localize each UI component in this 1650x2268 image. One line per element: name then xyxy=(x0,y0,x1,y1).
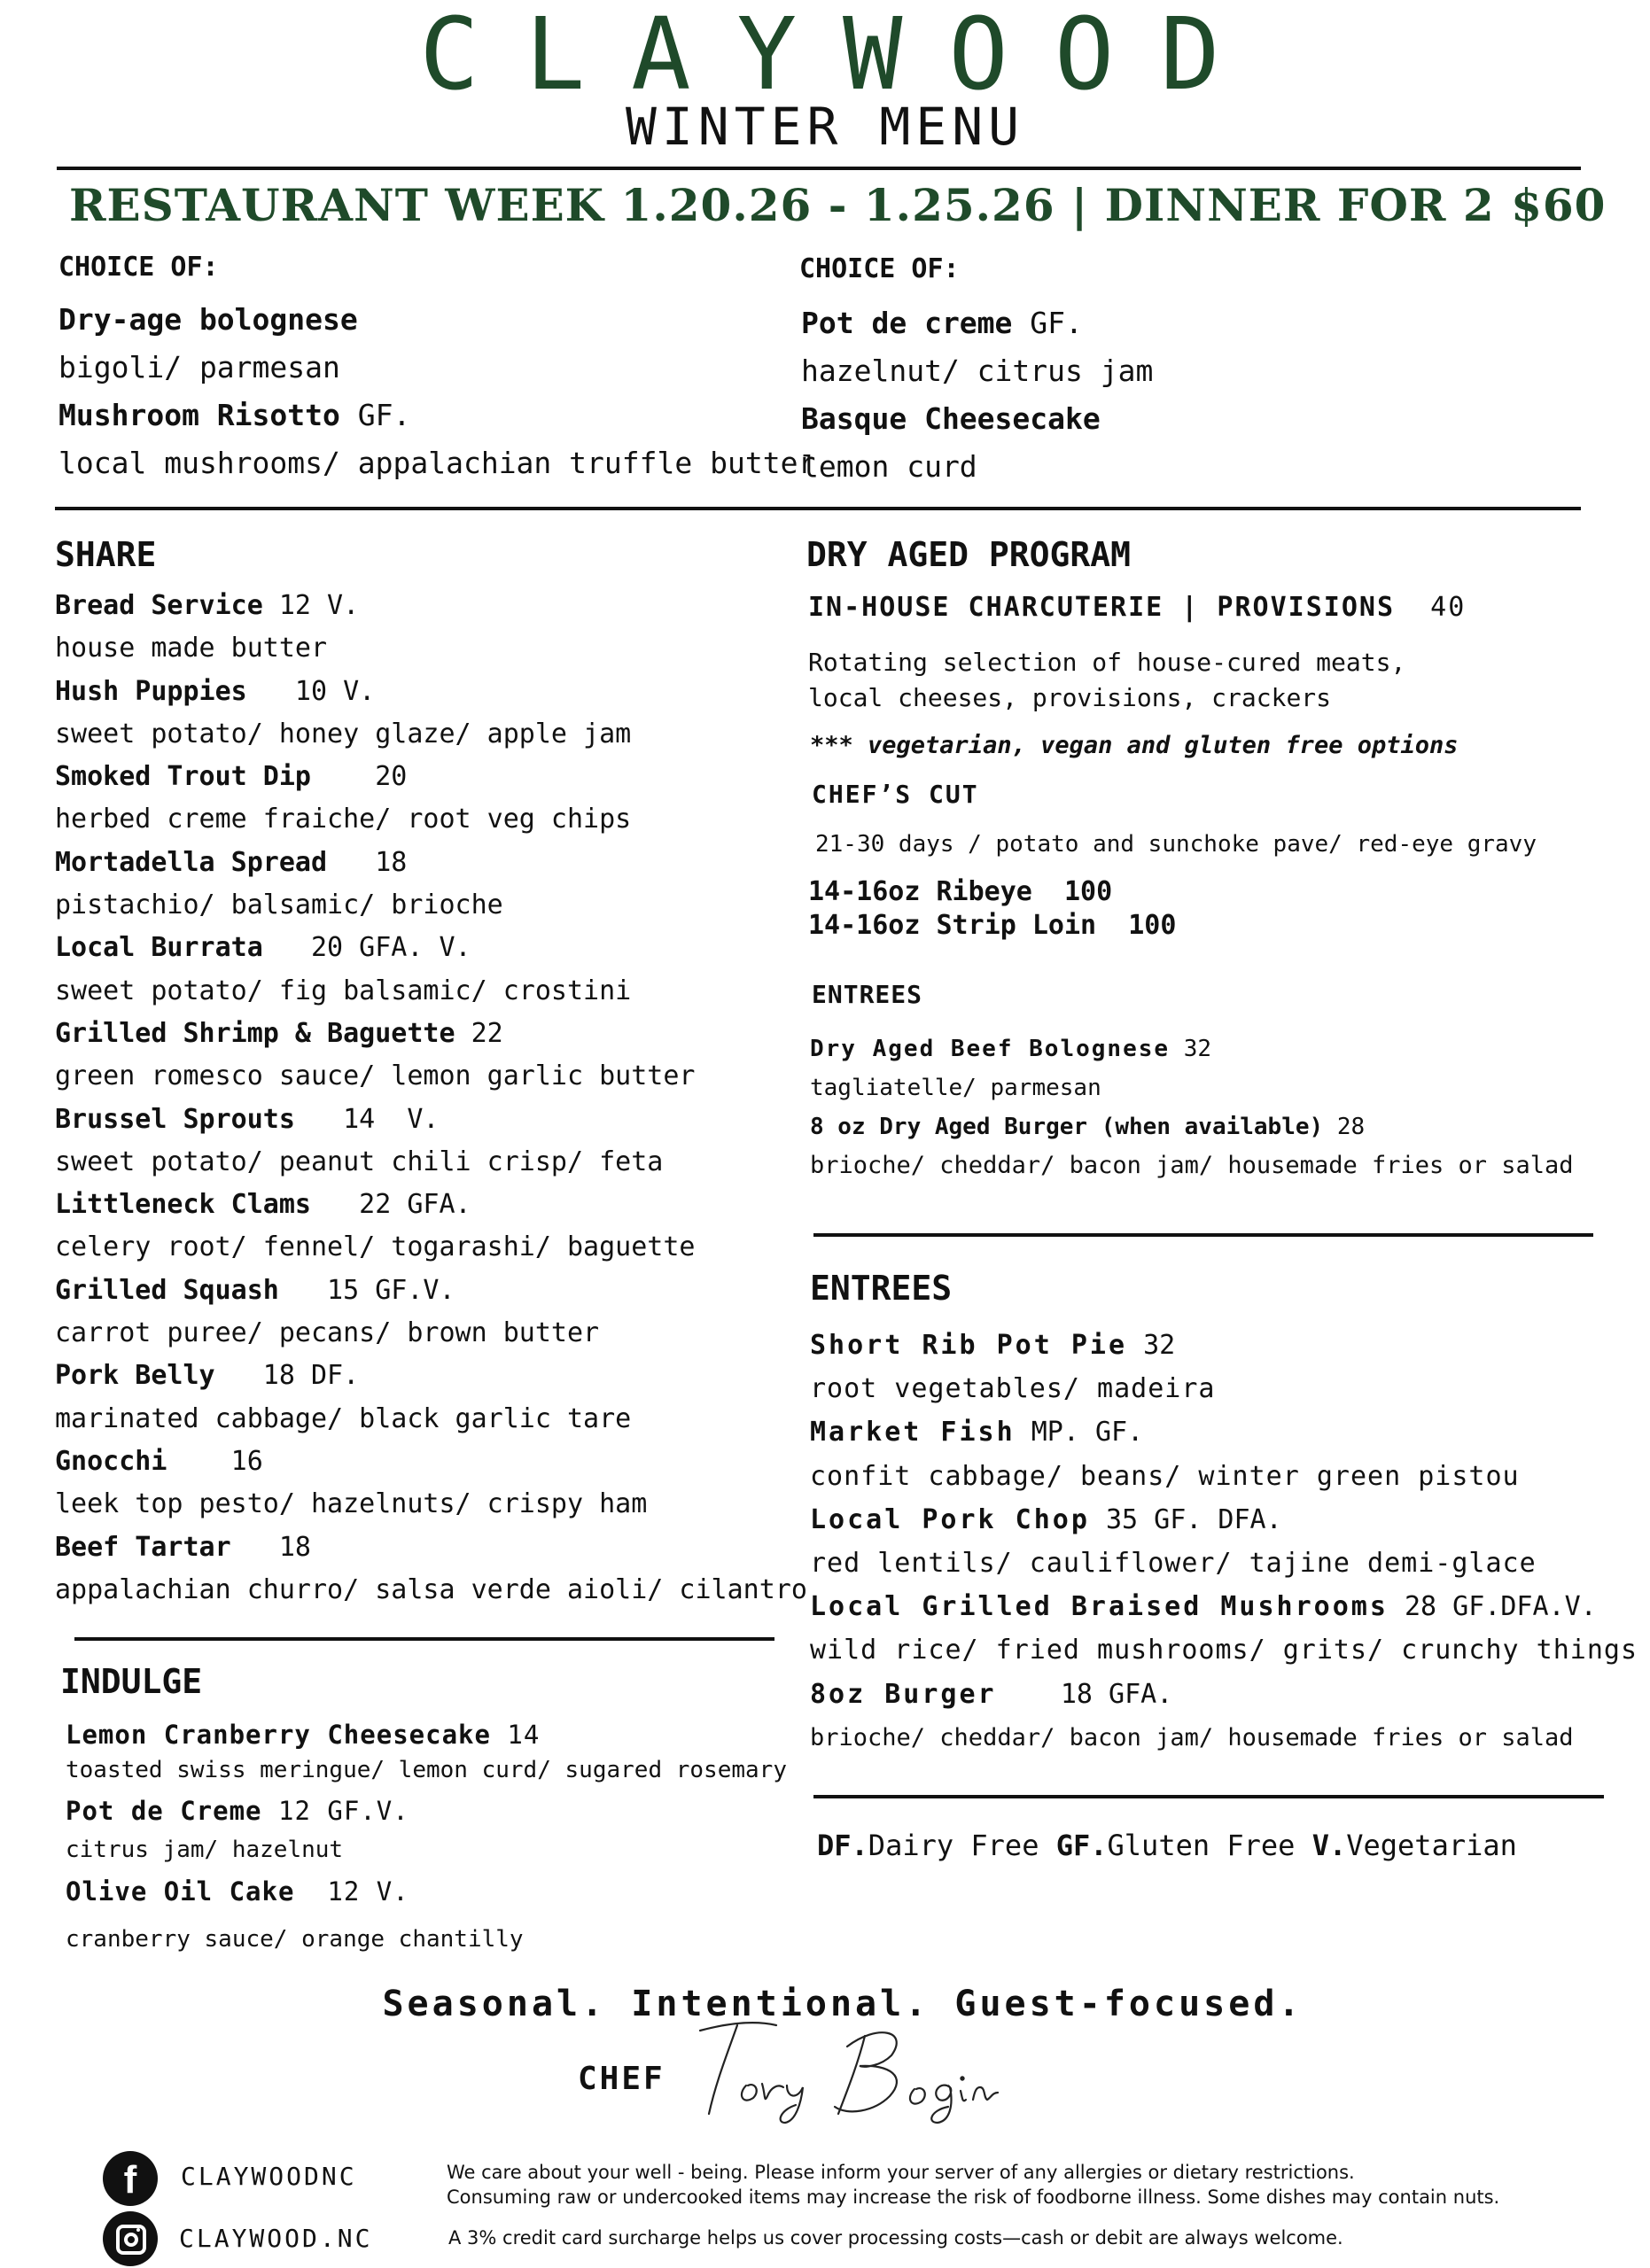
menu-item-desc: red lentils/ cauliflower/ tajine demi-glace xyxy=(810,1548,1537,1580)
allergy-notice: We care about your well - being. Please inform your server of any allergies or dietary restrictions. xyxy=(447,2162,1355,2183)
menu-item-price: MP. GF. xyxy=(1031,1417,1144,1449)
menu-item-price: 32 xyxy=(1183,1036,1211,1062)
legend-label: Dairy Free xyxy=(868,1829,1039,1862)
menu-item-name: Hush Puppies xyxy=(55,675,247,707)
menu-item-price: 28 xyxy=(1336,1114,1366,1140)
divider xyxy=(57,167,1581,170)
menu-item-name: Dry Aged Beef Bolognese xyxy=(810,1036,1171,1062)
legend-label: Vegetarian xyxy=(1346,1829,1517,1862)
menu-item-price: 18 DF. xyxy=(230,1360,360,1392)
menu-item-price: 14 xyxy=(507,1720,541,1750)
menu-item-desc: appalachian churro/ salsa verde aioli/ cilantro xyxy=(55,1573,807,1605)
cut-price: 100 xyxy=(1128,910,1177,941)
choice-item-name: Pot de creme xyxy=(801,306,1013,340)
signature-graphic xyxy=(691,2011,1081,2126)
menu-item-price: 20 xyxy=(327,761,408,793)
divider xyxy=(813,1233,1593,1237)
menu-item-desc: green romesco sauce/ lemon garlic butter xyxy=(55,1060,696,1092)
menu-item-price: 18 GFA. xyxy=(1012,1678,1173,1710)
menu-item-price: 22 xyxy=(471,1017,503,1049)
choice-item-desc: bigoli/ parmesan xyxy=(58,350,340,384)
menu-item-desc: house made butter xyxy=(55,633,328,664)
menu-item-name: 8oz Burger xyxy=(810,1678,997,1710)
menu-item-desc: root vegetables/ madeira xyxy=(810,1373,1216,1405)
menu-item-price: 35 GF. DFA. xyxy=(1106,1503,1282,1535)
facebook-handle[interactable]: CLAYWOODNC xyxy=(181,2162,357,2191)
share-heading: SHARE xyxy=(55,535,157,574)
menu-item-desc: celery root/ fennel/ togarashi/ baguette xyxy=(55,1231,696,1263)
instagram-handle[interactable]: CLAYWOOD.NC xyxy=(179,2224,373,2253)
charcuterie-desc-line: Rotating selection of house-cured meats, xyxy=(808,648,1406,677)
menu-item-name: Littleneck Clams xyxy=(55,1189,311,1221)
menu-item-desc: tagliatelle/ parmesan xyxy=(810,1075,1101,1101)
instagram-icon[interactable] xyxy=(103,2211,158,2266)
menu-item-name: Local Burrata xyxy=(55,932,263,964)
choice-item-desc: lemon curd xyxy=(801,449,977,484)
entrees-list xyxy=(810,1324,1638,1759)
divider xyxy=(55,507,1581,510)
legend-code: DF. xyxy=(817,1829,868,1862)
menu-item-price: 20 GFA. V. xyxy=(278,932,471,964)
menu-item-name: Gnocchi xyxy=(55,1445,167,1477)
menu-item-desc: sweet potato/ peanut chili crisp/ feta xyxy=(55,1146,664,1177)
menu-item-name: Pork Belly xyxy=(55,1360,215,1392)
chef-signature xyxy=(691,2011,1081,2130)
menu-item-name: Local Grilled Braised Mushrooms xyxy=(810,1591,1389,1623)
menu-item-name: Market Fish xyxy=(810,1417,1016,1449)
charcuterie-title: IN-HOUSE CHARCUTERIE | PROVISIONS xyxy=(808,592,1396,623)
choice-item-name: Basque Cheesecake xyxy=(801,401,1101,436)
cut-name: 14-16oz Strip Loin xyxy=(808,910,1097,941)
menu-item-desc: sweet potato/ honey glaze/ apple jam xyxy=(55,718,632,750)
choice-item-desc: local mushrooms/ appalachian truffle butter xyxy=(58,446,816,480)
menu-item-price: 12 GF.V. xyxy=(277,1796,409,1826)
dietary-legend xyxy=(817,1829,1517,1862)
menu-item-price: 10 V. xyxy=(262,675,376,707)
chef-label: CHEF xyxy=(578,2061,665,2097)
menu-item-name: Beef Tartar xyxy=(55,1531,231,1563)
choice-list-left xyxy=(58,296,815,487)
menu-item-desc: toasted swiss meringue/ lemon curd/ sugared rosemary xyxy=(66,1757,787,1783)
menu-item-name: Mortadella Spread xyxy=(55,846,328,878)
menu-item-price: 15 GF.V. xyxy=(294,1274,455,1306)
menu-item-desc: herbed creme fraiche/ root veg chips xyxy=(55,804,632,835)
menu-item-name: Olive Oil Cake xyxy=(66,1876,295,1907)
chefs-cut-list xyxy=(808,875,1176,943)
dry-aged-heading: DRY AGED PROGRAM xyxy=(806,535,1132,574)
menu-subtitle: WINTER MENU xyxy=(625,97,1025,157)
menu-item-price: 22 GFA. xyxy=(327,1189,471,1221)
cut-name: 14-16oz Ribeye xyxy=(808,876,1032,907)
surcharge-notice: A 3% credit card surcharge helps us cover processing costs—cash or debit are always welcome. xyxy=(448,2227,1343,2249)
menu-item-desc: pistachio/ balsamic/ brioche xyxy=(55,889,503,921)
share-list xyxy=(55,585,807,1612)
choice-list-right xyxy=(801,299,1153,491)
indulge-heading: INDULGE xyxy=(60,1662,203,1701)
menu-item-name: Grilled Squash xyxy=(55,1274,279,1306)
menu-item-name: Grilled Shrimp & Baguette xyxy=(55,1017,455,1049)
menu-item-desc: brioche/ cheddar/ bacon jam/ housemade fries or salad xyxy=(810,1152,1574,1179)
choice-heading-right: CHOICE OF: xyxy=(799,253,960,284)
choice-item-name: Mushroom Risotto xyxy=(58,398,340,432)
choice-item-desc: hazelnut/ citrus jam xyxy=(801,353,1154,388)
menu-item-name: Pot de Creme xyxy=(66,1796,262,1826)
menu-item-price: 28 GF.DFA.V. xyxy=(1404,1591,1597,1623)
menu-item-desc: carrot puree/ pecans/ brown butter xyxy=(55,1317,600,1349)
cut-price: 100 xyxy=(1064,876,1113,907)
menu-item-name: Lemon Cranberry Cheesecake xyxy=(66,1720,491,1750)
choice-item-tags: GF. xyxy=(357,398,411,432)
menu-item-price: 12 V. xyxy=(278,590,360,621)
divider xyxy=(74,1637,774,1641)
menu-item-price: 18 xyxy=(246,1531,311,1563)
dry-aged-entrees-heading: ENTREES xyxy=(812,980,923,1009)
indulge-list xyxy=(66,1717,787,1961)
menu-item-desc: marinated cabbage/ black garlic tare xyxy=(55,1402,632,1434)
charcuterie-desc-line: local cheeses, provisions, crackers xyxy=(808,683,1332,712)
menu-item-desc: brioche/ cheddar/ bacon jam/ housemade fries or salad xyxy=(810,1723,1574,1751)
menu-item-name: Smoked Trout Dip xyxy=(55,761,311,793)
chefs-cut-heading: CHEF’S CUT xyxy=(812,780,979,809)
chefs-cut-desc: 21-30 days / potato and sunchoke pave/ red-eye gravy xyxy=(815,831,1537,858)
entrees-heading: ENTREES xyxy=(810,1269,953,1308)
menu-item-name: Bread Service xyxy=(55,590,263,621)
menu-item-name: 8 oz Dry Aged Burger (when available) xyxy=(810,1114,1324,1140)
foodborne-notice: Consuming raw or undercooked items may increase the risk of foodborne illness. Some dishes may contain nuts. xyxy=(447,2186,1500,2208)
menu-item-desc: cranberry sauce/ orange chantilly xyxy=(66,1926,524,1953)
dry-aged-entrees-list xyxy=(810,1029,1574,1185)
choice-item-name: Dry-age bolognese xyxy=(58,302,358,337)
legend-code: V. xyxy=(1311,1829,1347,1862)
facebook-icon[interactable]: f xyxy=(103,2151,158,2206)
menu-item-name: Short Rib Pot Pie xyxy=(810,1330,1128,1361)
menu-item-price: 16 xyxy=(183,1445,263,1477)
menu-item-price: 12 V. xyxy=(310,1876,409,1907)
charcuterie-desc xyxy=(808,645,1405,716)
menu-item-price: 18 xyxy=(343,846,408,878)
menu-item-desc: sweet potato/ fig balsamic/ crostini xyxy=(55,975,632,1006)
charcuterie-price: 40 xyxy=(1430,592,1467,623)
divider xyxy=(813,1795,1604,1798)
menu-item-desc: confit cabbage/ beans/ winter green pistou xyxy=(810,1460,1520,1492)
menu-item-price: 32 xyxy=(1143,1330,1176,1361)
legend-label: Gluten Free xyxy=(1107,1829,1296,1862)
charcuterie-heading xyxy=(808,592,1466,623)
menu-item-desc: wild rice/ fried mushrooms/ grits/ crunchy things xyxy=(810,1635,1638,1666)
choice-item-tags: GF. xyxy=(1030,306,1083,340)
tagline: Seasonal. Intentional. Guest-focused. xyxy=(382,1984,1304,2024)
menu-item-name: Brussel Sprouts xyxy=(55,1103,295,1135)
menu-item-name: Local Pork Chop xyxy=(810,1503,1090,1535)
options-note: *** vegetarian, vegan and gluten free options xyxy=(810,732,1459,759)
legend-code: GF. xyxy=(1055,1829,1108,1862)
menu-item-desc: leek top pesto/ hazelnuts/ crispy ham xyxy=(55,1488,648,1520)
restaurant-week-banner: RESTAURANT WEEK 1.20.26 - 1.25.26 | DINNER FOR 2 $60 xyxy=(69,179,1607,231)
menu-item-desc: citrus jam/ hazelnut xyxy=(66,1837,344,1863)
menu-item-price: 14 V. xyxy=(311,1103,440,1135)
restaurant-name: CLAYWOOD xyxy=(419,0,1266,113)
choice-heading-left: CHOICE OF: xyxy=(58,252,219,283)
